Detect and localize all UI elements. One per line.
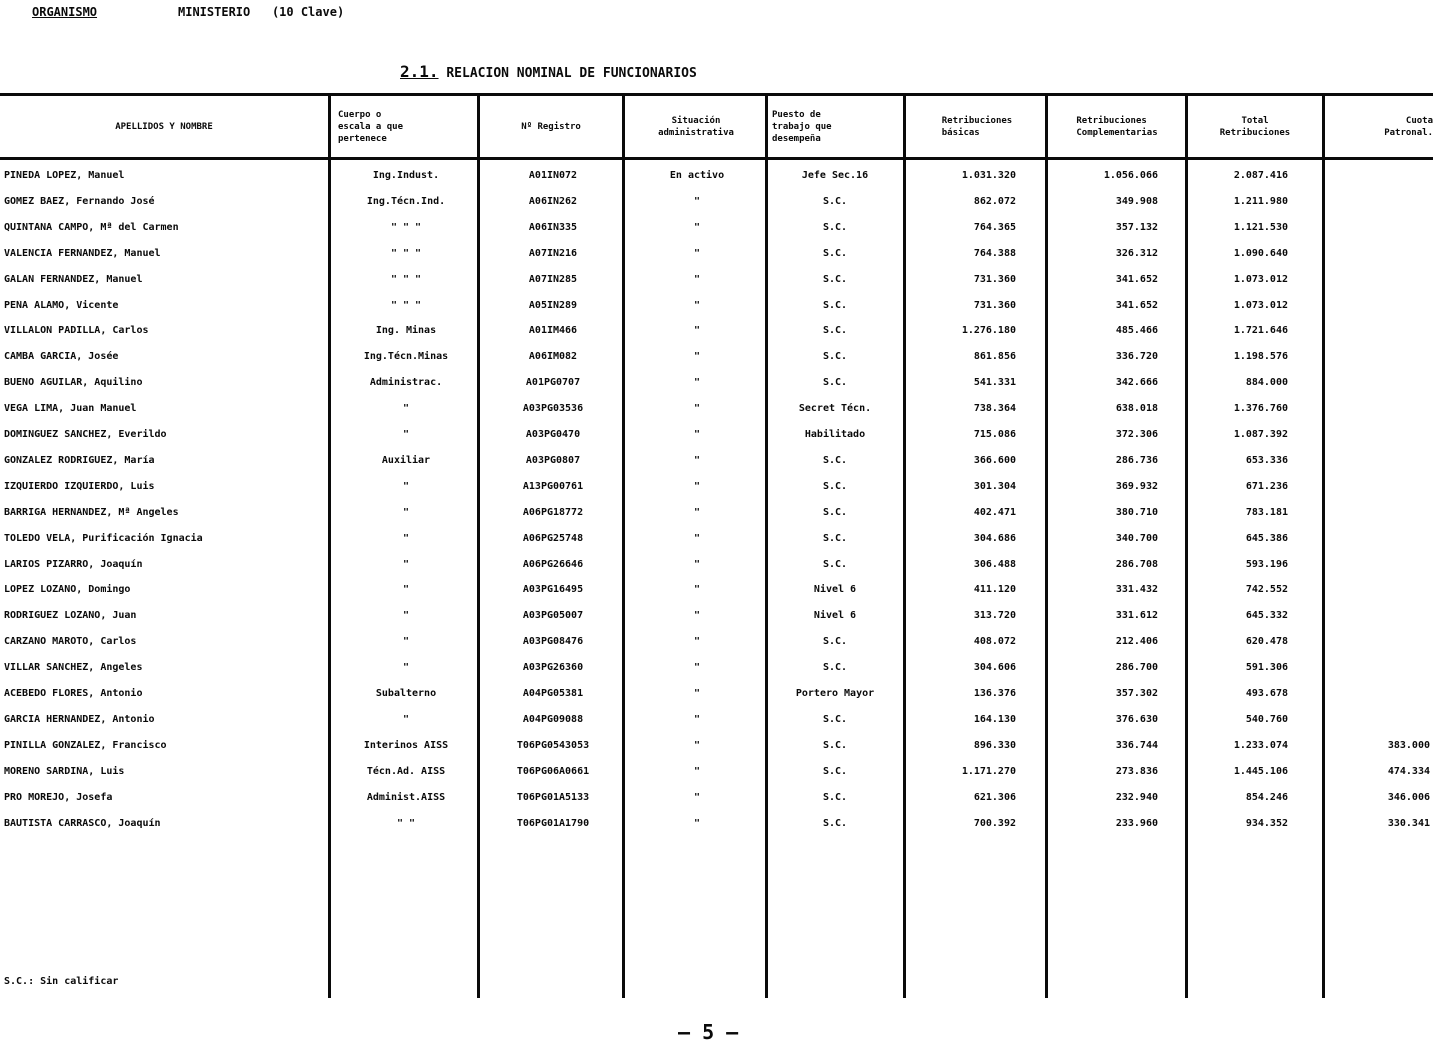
table-cell: 638.018	[1115, 403, 1158, 415]
table-header	[0, 97, 1433, 159]
table-row	[0, 790, 1433, 810]
table-cell: BAUTISTA CARRASCO, Joaquín	[4, 817, 161, 829]
table-cell: T06PG01A5133	[516, 791, 590, 803]
table-cell: 369.932	[1115, 480, 1158, 492]
table-cell: " " "	[390, 221, 422, 233]
section-number: 2.1.	[400, 62, 439, 81]
ministerio-label	[178, 5, 344, 19]
table-cell: 1.721.646	[1233, 325, 1288, 337]
table-cell: A06PG26646	[522, 558, 584, 570]
table-cell: Ing.Técn.Ind.	[366, 195, 446, 207]
table-cell: 1.087.392	[1233, 429, 1288, 440]
table-cell: CAMBA GARCIA, Josée	[4, 351, 119, 363]
table-cell: "	[693, 454, 701, 466]
table-cell: S.C.	[822, 480, 848, 492]
table-cell: Nivel 6	[813, 584, 857, 596]
table-cell: 326.312	[1115, 247, 1158, 259]
organismo-label: ORGANISMO	[32, 5, 98, 19]
table-cell: 342.666	[1115, 377, 1158, 389]
table-cell: A07IN216	[528, 247, 578, 259]
table-row	[0, 375, 1433, 395]
table-cell: VILLALON PADILLA, Carlos	[4, 325, 149, 337]
table-row	[0, 168, 1433, 188]
column-header: Retribuciones Complementarias	[1076, 116, 1158, 138]
table-cell: PINILLA GONZALEZ, Francisco	[4, 739, 167, 751]
table-cell: A06PG18772	[522, 506, 584, 518]
table-row	[0, 220, 1433, 240]
table-cell: GOMEZ BAEZ, Fernando José	[4, 195, 155, 207]
table-cell: T06PG06A0661	[516, 765, 590, 777]
table-cell: LARIOS PIZARRO, Joaquín	[4, 558, 143, 570]
table-cell: 164.130	[973, 713, 1016, 725]
table-row	[0, 608, 1433, 628]
table-cell: 341.652	[1115, 299, 1158, 311]
column-header: Total Retribuciones	[1219, 116, 1291, 138]
table-row	[0, 531, 1433, 551]
table-cell: 357.302	[1115, 688, 1158, 699]
table-cell: LOPEZ LOZANO, Domingo	[4, 584, 131, 596]
table-cell: 313.720	[973, 610, 1016, 622]
table-cell: 1.198.576	[1233, 351, 1288, 363]
table-cell: En activo	[669, 170, 725, 181]
table-cell: "	[693, 403, 701, 415]
table-cell: 286.700	[1115, 662, 1158, 674]
table-cell: "	[693, 739, 701, 751]
table-cell: 366.600	[973, 454, 1016, 466]
table-row	[0, 816, 1433, 836]
table-row	[0, 582, 1433, 602]
table-cell: S.C.	[822, 221, 848, 233]
column-header: APELLIDOS Y NOMBRE	[115, 122, 213, 132]
table-cell: S.C.	[822, 325, 848, 337]
table-cell: "	[402, 610, 410, 622]
table-cell: 340.700	[1115, 532, 1158, 544]
table-cell: "	[693, 247, 701, 259]
table-cell: "	[693, 480, 701, 492]
table-cell: 1.073.012	[1233, 299, 1288, 311]
table-cell: 474.334	[1387, 765, 1430, 777]
table-cell: 715.086	[973, 429, 1016, 440]
column-header: Cuerpo o escala a que pertenece	[338, 110, 404, 144]
table-cell: 380.710	[1115, 506, 1158, 518]
table-cell: "	[693, 610, 701, 622]
table-cell: 934.352	[1245, 817, 1288, 829]
table-cell: 411.120	[973, 584, 1016, 596]
table-cell: "	[693, 765, 701, 777]
table-cell: VILLAR SANCHEZ, Angeles	[4, 662, 143, 674]
table-cell: A03PG08476	[522, 636, 584, 648]
table-cell: Ing.Indust.	[372, 170, 440, 181]
table-row	[0, 272, 1433, 292]
table-cell: "	[402, 403, 410, 415]
table-cell: 286.736	[1115, 454, 1158, 466]
table-cell: A03PG03536	[522, 403, 584, 415]
table-cell: 331.612	[1115, 610, 1158, 622]
table-cell: A13PG00761	[522, 480, 584, 492]
table-cell: 136.376	[973, 688, 1016, 699]
table-cell: A06IN335	[528, 221, 578, 233]
table-cell: 1.276.180	[961, 325, 1016, 337]
table-cell: S.C.	[822, 195, 848, 207]
table-cell: "	[693, 791, 701, 803]
table-cell: GALAN FERNANDEZ, Manuel	[4, 273, 143, 285]
table-cell: "	[402, 713, 410, 725]
table-cell: 349.908	[1115, 195, 1158, 207]
table-cell: TOLEDO VELA, Purificación Ignacia	[4, 532, 203, 544]
table-cell: "	[402, 506, 410, 518]
table-cell: Auxiliar	[381, 454, 431, 466]
table-cell: 645.332	[1245, 610, 1288, 622]
table-cell: A03PG0470	[525, 429, 581, 440]
table-cell: S.C.	[822, 713, 848, 725]
table-cell: A06IM082	[528, 351, 578, 363]
table-cell: A04PG05381	[522, 688, 584, 699]
table-cell: A03PG26360	[522, 662, 584, 674]
table-cell: S.C.	[822, 817, 848, 829]
column-header: Nº Registro	[521, 122, 581, 132]
table-cell: "	[402, 662, 410, 674]
table-cell: Ing.Técn.Minas	[363, 351, 449, 363]
table-cell: 346.006	[1387, 791, 1430, 803]
table-cell: 485.466	[1115, 325, 1158, 337]
table-cell: S.C.	[822, 739, 848, 751]
table-cell: " " "	[390, 299, 422, 311]
table-cell: S.C.	[822, 351, 848, 363]
table-cell: S.C.	[822, 273, 848, 285]
table-cell: "	[402, 480, 410, 492]
table-cell: 1.445.106	[1233, 765, 1288, 777]
table-cell: 301.304	[973, 480, 1016, 492]
page-title	[400, 62, 697, 81]
ministerio-text: MINISTERIO	[178, 5, 251, 19]
table-row	[0, 246, 1433, 266]
table-cell: IZQUIERDO IZQUIERDO, Luis	[4, 480, 155, 492]
table-cell: "	[693, 532, 701, 544]
table-cell: "	[402, 584, 410, 596]
table-cell: 232.940	[1115, 791, 1158, 803]
page-number: — 5 —	[678, 1020, 739, 1044]
table-cell: "	[693, 429, 701, 440]
table-cell: 2.087.416	[1233, 170, 1288, 181]
table-cell: 376.630	[1115, 713, 1158, 725]
table-cell: "	[693, 713, 701, 725]
table-cell: DOMINGUEZ SANCHEZ, Everildo	[4, 429, 167, 440]
table-cell: 1.031.320	[961, 170, 1016, 181]
table-cell: 372.306	[1115, 429, 1158, 440]
table-cell: 408.072	[973, 636, 1016, 648]
table-row	[0, 479, 1433, 499]
table-row	[0, 712, 1433, 732]
table-cell: 884.000	[1245, 377, 1288, 389]
table-cell: "	[693, 688, 701, 699]
table-cell: 731.360	[973, 299, 1016, 311]
table-cell: 896.330	[973, 739, 1016, 751]
table-row	[0, 634, 1433, 654]
table-cell: 621.306	[973, 791, 1016, 803]
table-cell: 593.196	[1245, 558, 1288, 570]
table-cell: S.C.	[822, 377, 848, 389]
table-cell: S.C.	[822, 791, 848, 803]
table-cell: QUINTANA CAMPO, Mª del Carmen	[4, 221, 179, 233]
table-cell: 738.364	[973, 403, 1016, 415]
table-cell: T06PG01A1790	[516, 817, 590, 829]
table-cell: 854.246	[1245, 791, 1288, 803]
table-cell: S.C.	[822, 247, 848, 259]
table-cell: 764.365	[973, 221, 1016, 233]
table-cell: 233.960	[1115, 817, 1158, 829]
table-cell: 700.392	[973, 817, 1016, 829]
table-row	[0, 453, 1433, 473]
table-cell: Jefe Sec.16	[801, 170, 869, 181]
table-row	[0, 660, 1433, 680]
table-row	[0, 764, 1433, 784]
table-cell: 742.552	[1245, 584, 1288, 596]
column-header: Retribuciones básicas	[941, 116, 1013, 138]
table-cell: VEGA LIMA, Juan Manuel	[4, 403, 137, 415]
table-cell: S.C.	[822, 765, 848, 777]
table-cell: "	[693, 299, 701, 311]
clave-text: (10 Clave)	[271, 5, 345, 19]
table-row	[0, 427, 1433, 447]
table-cell: 764.388	[973, 247, 1016, 259]
table-cell: 336.720	[1115, 351, 1158, 363]
table-cell: A01IM466	[528, 325, 578, 337]
table-cell: Ing. Minas	[375, 325, 437, 337]
table-cell: 731.360	[973, 273, 1016, 285]
table-cell: "	[693, 377, 701, 389]
table-cell: 783.181	[1245, 506, 1288, 518]
table-cell: T06PG0543053	[516, 739, 590, 751]
table-cell: " "	[396, 817, 416, 829]
table-cell: "	[402, 532, 410, 544]
table-cell: "	[693, 584, 701, 596]
table-row	[0, 323, 1433, 343]
table-cell: GONZALEZ RODRIGUEZ, María	[4, 454, 155, 466]
table-cell: A03PG0807	[525, 454, 581, 466]
table-cell: 304.686	[973, 532, 1016, 544]
table-cell: 1.211.980	[1233, 195, 1288, 207]
table-cell: 671.236	[1245, 480, 1288, 492]
table-cell: Interinos AISS	[363, 739, 449, 751]
table-cell: "	[693, 506, 701, 518]
table-cell: 493.678	[1245, 688, 1288, 699]
table-cell: "	[693, 221, 701, 233]
table-cell: A06PG25748	[522, 532, 584, 544]
column-header: Puesto de trabajo que desempeña	[772, 110, 832, 144]
table-cell: 383.000	[1387, 739, 1430, 751]
table-cell: A05IN289	[528, 299, 578, 311]
table-cell: 402.471	[973, 506, 1016, 518]
table-cell: Habilitado	[804, 429, 866, 440]
table-cell: BUENO AGUILAR, Aquilino	[4, 377, 143, 389]
table-cell: A03PG05007	[522, 610, 584, 622]
table-cell: "	[693, 351, 701, 363]
table-cell: 541.331	[973, 377, 1016, 389]
table-cell: Administ.AISS	[366, 791, 446, 803]
table-cell: "	[402, 429, 410, 440]
table-cell: S.C.	[822, 506, 848, 518]
table-cell: 620.478	[1245, 636, 1288, 648]
table-row	[0, 686, 1433, 706]
table-cell: ACEBEDO FLORES, Antonio	[4, 688, 143, 699]
table-cell: "	[693, 325, 701, 337]
table-cell: A07IN285	[528, 273, 578, 285]
table-cell: PRO MOREJO, Josefa	[4, 791, 113, 803]
table-cell: A06IN262	[528, 195, 578, 207]
table-cell: GARCIA HERNANDEZ, Antonio	[4, 713, 155, 725]
table-cell: 357.132	[1115, 221, 1158, 233]
table-cell: 1.376.760	[1233, 403, 1288, 415]
table-cell: " " "	[390, 273, 422, 285]
table-cell: 273.836	[1115, 765, 1158, 777]
table-cell: "	[402, 558, 410, 570]
table-cell: VALENCIA FERNANDEZ, Manuel	[4, 247, 161, 259]
section-title: RELACION NOMINAL DE FUNCIONARIOS	[446, 66, 697, 81]
table-cell: S.C.	[822, 532, 848, 544]
table-cell: " " "	[390, 247, 422, 259]
column-header: Situación administrativa	[658, 116, 734, 138]
table-cell: Subalterno	[375, 688, 437, 699]
table-cell: "	[402, 636, 410, 648]
table-cell: "	[693, 558, 701, 570]
table-cell: S.C.	[822, 636, 848, 648]
table-cell: Secret Técn.	[798, 403, 872, 415]
table-cell: A01IN072	[528, 170, 578, 181]
table-cell: 1.090.640	[1233, 247, 1288, 259]
table-cell: 336.744	[1115, 739, 1158, 751]
footnote: S.C.: Sin calificar	[4, 976, 119, 987]
table-row	[0, 738, 1433, 758]
table-cell: 1.121.530	[1233, 221, 1288, 233]
table-cell: 645.386	[1245, 532, 1288, 544]
table-cell: Técn.Ad. AISS	[366, 765, 446, 777]
table-cell: Portero Mayor	[795, 688, 875, 699]
table-cell: MORENO SARDIÑA, Luis	[4, 765, 125, 777]
table-cell: S.C.	[822, 558, 848, 570]
table-cell: 653.336	[1245, 454, 1288, 466]
table-cell: BARRIGA HERNANDEZ, Mª Angeles	[4, 506, 179, 518]
table-cell: 306.488	[973, 558, 1016, 570]
table-cell: PEÑA ALAMO, Vicente	[4, 299, 119, 311]
table-cell: 304.606	[973, 662, 1016, 674]
table-cell: RODRIGUEZ LOZANO, Juan	[4, 610, 137, 622]
table-cell: 286.708	[1115, 558, 1158, 570]
table-row	[0, 298, 1433, 318]
table-row	[0, 557, 1433, 577]
table-cell: 1.171.270	[961, 765, 1016, 777]
table-row	[0, 194, 1433, 214]
table-cell: CARZANO MAROTO, Carlos	[4, 636, 137, 648]
table-cell: 330.341	[1387, 817, 1430, 829]
table-row	[0, 349, 1433, 369]
table-cell: A03PG16495	[522, 584, 584, 596]
table-cell: 861.856	[973, 351, 1016, 363]
table-cell: 212.406	[1115, 636, 1158, 648]
table-cell: "	[693, 662, 701, 674]
table-cell: "	[693, 195, 701, 207]
table-cell: "	[693, 817, 701, 829]
table-row	[0, 505, 1433, 525]
table-cell: 1.233.074	[1233, 739, 1288, 751]
table-cell: 331.432	[1115, 584, 1158, 596]
table-cell: 341.652	[1115, 273, 1158, 285]
table-cell: Nivel 6	[813, 610, 857, 622]
table-cell: Administrac.	[369, 377, 443, 389]
table-cell: 1.056.066	[1103, 170, 1158, 181]
table-cell: S.C.	[822, 454, 848, 466]
table-cell: A04PG09088	[522, 713, 584, 725]
table-cell: S.C.	[822, 662, 848, 674]
table-cell: PINEDA LOPEZ, Manuel	[4, 170, 125, 181]
table-row	[0, 401, 1433, 421]
table-cell: A01PG0707	[525, 377, 581, 389]
table-cell: S.C.	[822, 299, 848, 311]
table-cell: 862.072	[973, 195, 1016, 207]
table-cell: "	[693, 273, 701, 285]
table-cell: "	[693, 636, 701, 648]
table-cell: 591.306	[1245, 662, 1288, 674]
table-cell: 1.073.012	[1233, 273, 1288, 285]
column-header: Cuota Patronal.	[1384, 116, 1433, 138]
table-top-rule	[0, 93, 1433, 96]
table-cell: 540.760	[1245, 713, 1288, 725]
